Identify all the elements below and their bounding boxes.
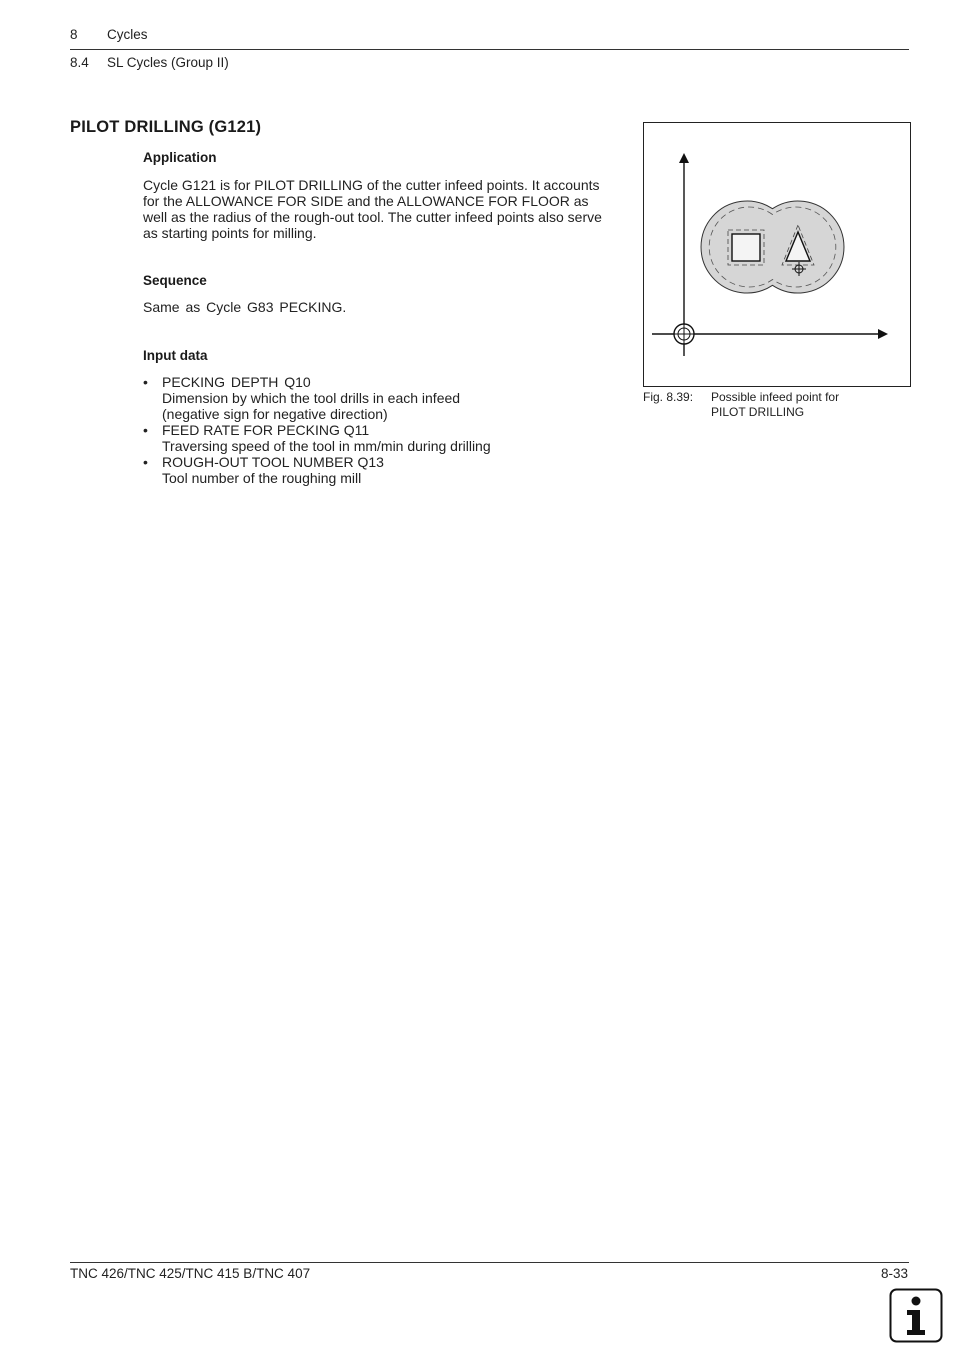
parameter-label: • PECKING DEPTH Q10 [162, 374, 311, 390]
list-item [143, 374, 633, 422]
header-rule [70, 49, 909, 50]
list-item [143, 454, 633, 486]
parameter-label: • FEED RATE FOR PECKING Q11 [162, 422, 370, 438]
input-data-list [143, 374, 633, 486]
footer-model-list: TNC 426/TNC 425/TNC 415 B/TNC 407 [70, 1266, 311, 1281]
pilot-drilling-diagram [644, 123, 910, 386]
input-data-heading: Input data [143, 348, 208, 363]
application-line: as starting points for milling. [143, 225, 317, 241]
application-line: Cycle G121 is for PILOT DRILLING of the cutter infeed points. It accounts [143, 177, 600, 193]
page-title: PILOT DRILLING (G121) [70, 118, 262, 136]
application-heading: Application [143, 150, 217, 165]
sequence-heading: Sequence [143, 273, 207, 288]
figure-number: Fig. 8.39: [643, 390, 694, 404]
figure-caption [711, 390, 839, 420]
parameter-description: Tool number of the roughing mill [162, 470, 362, 486]
parameter-description: Traversing speed of the tool in mm/min during drilling [162, 438, 491, 454]
section-number: 8.4 [70, 55, 89, 70]
pocket-union-shape [701, 201, 844, 293]
info-icon [889, 1288, 943, 1343]
page-number: 8-33 [880, 1266, 908, 1281]
parameter-label: • ROUGH-OUT TOOL NUMBER Q13 [162, 454, 384, 470]
parameter-description: (negative sign for negative direction) [162, 406, 388, 422]
parameter-description: Dimension by which the tool drills in each infeed [162, 390, 461, 406]
footer-rule [70, 1262, 909, 1263]
application-paragraph [143, 177, 633, 241]
caption-line: Possible infeed point for [711, 390, 840, 404]
application-line: for the ALLOWANCE FOR SIDE and the ALLOWANCE FOR FLOOR as [143, 193, 589, 209]
figure-pilot-drilling [643, 122, 911, 387]
section-title: SL Cycles (Group II) [107, 55, 229, 70]
origin-datum-icon [672, 322, 696, 346]
chapter-title: Cycles [107, 27, 148, 42]
chapter-number: 8 [70, 27, 78, 42]
sequence-text: Same as Cycle G83 PECKING. [143, 299, 347, 315]
caption-line: PILOT DRILLING [711, 405, 805, 419]
application-line: well as the radius of the rough-out tool. The cutter infeed points also serve [143, 209, 602, 225]
square-island [728, 230, 764, 265]
list-item [143, 422, 633, 454]
